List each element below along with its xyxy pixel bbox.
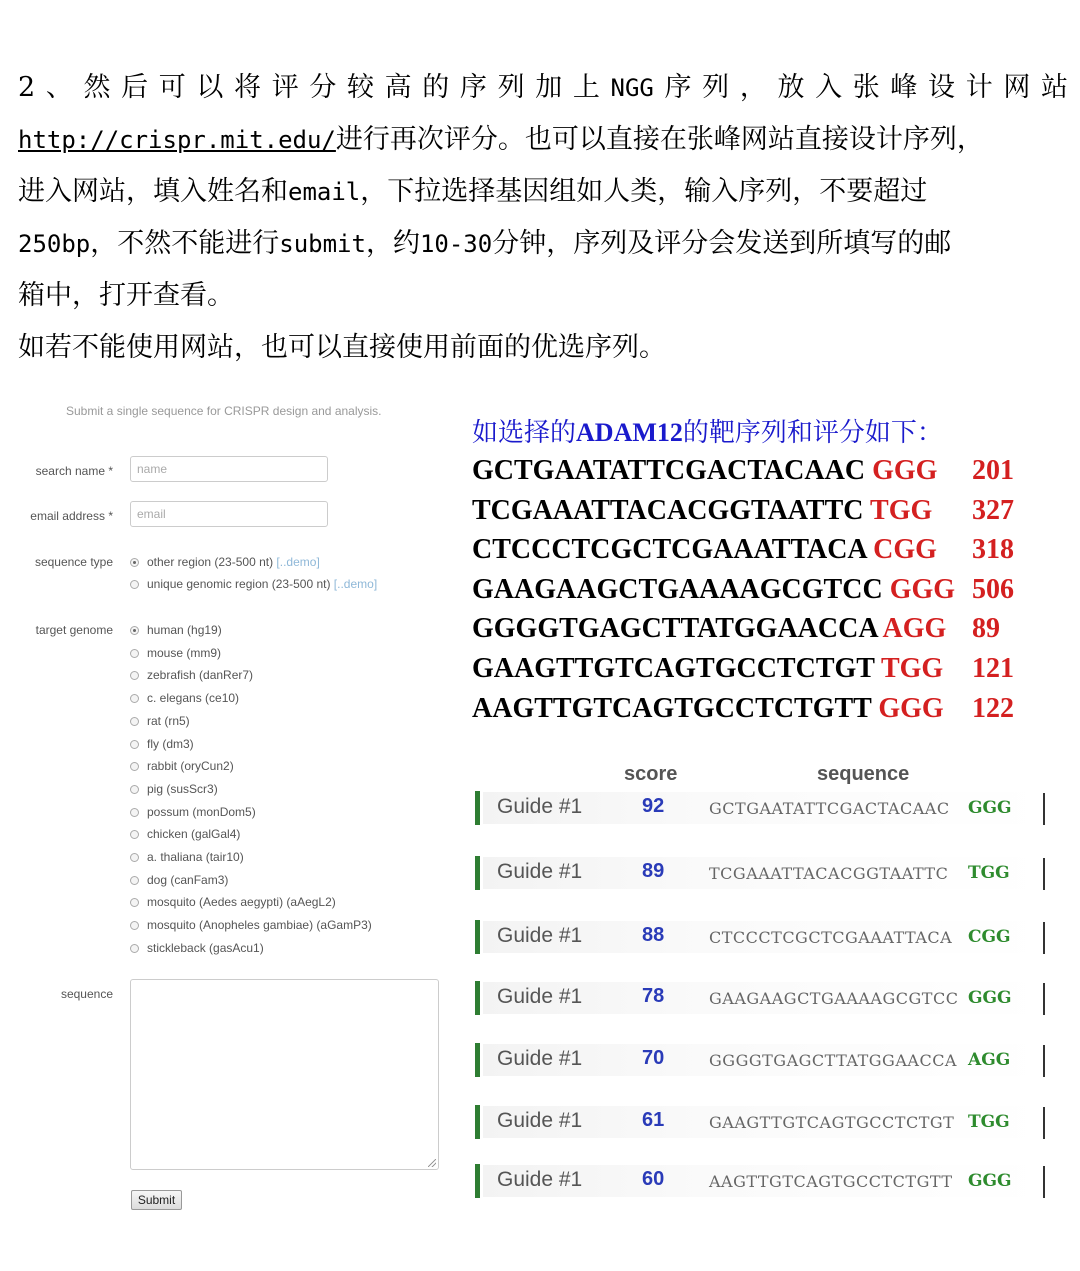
guide-score: 88	[642, 924, 665, 946]
guide-score: 78	[642, 985, 665, 1007]
genome-option[interactable]	[130, 646, 221, 660]
genome-label: zebrafish (danRer7)	[147, 668, 254, 683]
submit-word: submit	[279, 230, 366, 258]
genome-label: c. elegans (ce10)	[147, 691, 240, 706]
paragraph-text: 进入网站，填入姓名和	[18, 176, 288, 207]
guide-marker-bar	[475, 1164, 480, 1198]
target-row	[472, 451, 1014, 491]
genome-label: chicken (galGal4)	[147, 827, 241, 842]
guide-sequence: GAAGAAGCTGAAAAGCGTCC	[709, 989, 959, 1008]
guide-pam: TGG	[968, 1112, 1010, 1132]
radio-icon[interactable]	[130, 898, 139, 907]
guide-score: 92	[642, 795, 665, 817]
resize-handle-icon[interactable]	[428, 1159, 436, 1167]
row-edge-divider	[1043, 1045, 1045, 1077]
genome-option[interactable]	[130, 850, 244, 864]
genome-option[interactable]	[130, 759, 234, 773]
guide-marker-bar	[475, 981, 480, 1015]
row-edge-divider	[1043, 922, 1045, 954]
guide-row[interactable]	[475, 856, 1045, 890]
guide-sequence: AAGTTGTCAGTGCCTCTGTT	[709, 1172, 953, 1191]
pam-sequence: GGG	[878, 692, 944, 724]
radio-icon[interactable]	[130, 762, 139, 771]
genome-option[interactable]	[130, 827, 240, 841]
pam-sequence: TGG	[870, 494, 933, 526]
target-row	[472, 491, 1014, 531]
guide-row[interactable]	[475, 791, 1045, 825]
target-score: 122	[972, 692, 1014, 724]
guide-marker-bar	[475, 920, 480, 954]
radio-icon[interactable]	[130, 649, 139, 658]
guide-name: Guide #1	[497, 924, 583, 947]
guide-marker-bar	[475, 1105, 480, 1139]
radio-icon[interactable]	[130, 921, 139, 930]
guide-name: Guide #1	[497, 1168, 583, 1191]
guide-name: Guide #1	[497, 985, 583, 1008]
paragraph-text: 2、然后可以将评分较高的序列加上	[18, 72, 611, 103]
paragraph-line-5: 箱中，打开查看。	[18, 280, 234, 311]
option-label: unique genomic region (23-500 nt)	[147, 577, 331, 591]
genome-option[interactable]	[130, 805, 256, 819]
search-name-label: search name *	[35, 464, 113, 478]
demo-link[interactable]: [..demo]	[276, 555, 320, 569]
radio-selected-icon[interactable]	[130, 626, 139, 635]
guide-sequence: GAAGTTGTCAGTGCCTCTGT	[709, 1113, 955, 1132]
genome-label: pig (susScr3)	[147, 781, 218, 796]
target-score: 327	[972, 494, 1014, 526]
heading-text: 如选择的	[472, 418, 577, 448]
form-intro: Submit a single sequence for CRISPR design and analysis.	[66, 404, 382, 418]
guide-name: Guide #1	[497, 1109, 583, 1132]
genome-option[interactable]	[130, 941, 264, 955]
pam-sequence: GGG	[872, 455, 938, 486]
target-row	[472, 530, 1014, 570]
guide-row[interactable]	[475, 920, 1045, 954]
email-label: email address *	[30, 509, 113, 523]
row-edge-divider	[1043, 858, 1045, 890]
sequence-header: sequence	[817, 763, 910, 785]
target-genome-label: target genome	[35, 623, 113, 637]
guide-row[interactable]	[475, 1043, 1045, 1077]
genome-label: rabbit (oryCun2)	[147, 759, 234, 774]
target-row	[472, 609, 1000, 649]
target-sequence: GAAGTTGTCAGTGCCTCTGT	[472, 652, 875, 684]
pam-sequence: GGG	[889, 573, 956, 605]
genome-label: mouse (mm9)	[147, 645, 222, 660]
radio-icon[interactable]	[130, 671, 139, 680]
radio-icon[interactable]	[130, 808, 139, 817]
search-name-input[interactable]: name	[130, 456, 328, 482]
genome-option[interactable]	[130, 623, 222, 637]
demo-link[interactable]: [..demo]	[333, 577, 378, 591]
genome-label: possum (monDom5)	[147, 804, 256, 819]
paragraph-text: ，不然不能进行	[90, 228, 280, 259]
genome-option[interactable]	[130, 691, 239, 705]
paragraph-line-4	[18, 218, 1068, 270]
target-score: 318	[972, 534, 1014, 566]
genome-label: a. thaliana (tair10)	[147, 850, 244, 864]
genome-label: human (hg19)	[147, 623, 222, 637]
pam-sequence: TGG	[880, 652, 944, 684]
guide-marker-bar	[475, 1043, 480, 1077]
guide-name: Guide #1	[497, 860, 583, 883]
guide-pam: GGG	[968, 988, 1012, 1008]
pam-sequence: AGG	[882, 613, 947, 645]
guide-score: 61	[642, 1109, 665, 1131]
email-word: email	[288, 178, 361, 206]
time-range: 10-30	[419, 230, 493, 258]
paragraph-text: ，约	[365, 228, 420, 259]
radio-icon[interactable]	[130, 944, 139, 953]
target-sequence-list	[472, 451, 1014, 728]
length-limit: 250bp	[18, 230, 91, 258]
genome-option[interactable]	[130, 668, 253, 682]
paragraph-text: ，下拉选择基因组如人类，输入序列，不要超过	[360, 176, 928, 207]
target-score: 506	[972, 573, 1014, 605]
target-sequence: TCGAAATTACACGGTAATTC	[472, 494, 864, 526]
target-sequence: CTCCCTCGCTCGAAATTACA	[472, 534, 867, 566]
genome-option[interactable]	[130, 873, 228, 887]
genome-label: stickleback (gasAcu1)	[147, 940, 264, 955]
guide-pam: CGG	[968, 927, 1011, 947]
target-row	[472, 570, 1014, 610]
target-sequence: GCTGAATATTCGACTACAAC	[472, 455, 866, 486]
guide-sequence: CTCCCTCGCTCGAAATTACA	[709, 928, 953, 947]
ngg-text: NGG	[610, 74, 654, 102]
target-sequence: GGGGTGAGCTTATGGAACCA	[472, 613, 878, 645]
genome-option[interactable]	[130, 895, 336, 909]
guide-marker-bar	[475, 856, 480, 890]
paragraph-line-2	[18, 114, 1068, 166]
radio-icon[interactable]	[130, 785, 139, 794]
radio-selected-icon[interactable]	[130, 558, 139, 567]
genome-label: mosquito (Anopheles gambiae) (aGamP3)	[147, 918, 372, 933]
row-edge-divider	[1043, 1166, 1045, 1198]
target-row	[472, 649, 1014, 689]
paragraph-line-3	[18, 166, 1068, 218]
target-score: 121	[972, 652, 1014, 684]
sequence-textarea[interactable]	[130, 979, 439, 1170]
guide-pam: GGG	[968, 798, 1012, 818]
submit-button[interactable]: Submit	[131, 1190, 182, 1210]
guide-sequence: GCTGAATATTCGACTACAAC	[709, 799, 950, 818]
sequence-type-option[interactable]	[130, 577, 377, 591]
row-edge-divider	[1043, 1107, 1045, 1139]
guide-row[interactable]	[475, 981, 1045, 1015]
guide-sequence: TCGAAATTACACGGTAATTC	[709, 864, 949, 883]
guide-sequence: GGGGTGAGCTTATGGAACCA	[709, 1051, 957, 1070]
option-label: other region (23-500 nt)	[147, 555, 274, 569]
genome-option[interactable]	[130, 737, 194, 751]
target-sequence: AAGTTGTCAGTGCCTCTGTT	[472, 692, 872, 724]
genome-option[interactable]	[130, 782, 218, 796]
paragraph-text: 序列，放入张峰设计网站	[653, 72, 1069, 103]
row-edge-divider	[1043, 983, 1045, 1015]
target-score: 89	[972, 613, 1000, 645]
row-edge-divider	[1043, 793, 1045, 825]
guide-marker-bar	[475, 791, 480, 825]
radio-icon[interactable]	[130, 717, 139, 726]
guide-pam: TGG	[968, 863, 1010, 883]
genome-label: rat (rn5)	[147, 713, 190, 728]
paragraph-text: 分钟，序列及评分会发送到所填写的邮	[492, 228, 952, 259]
sequence-type-label: sequence type	[34, 555, 113, 569]
crispr-site-link[interactable]: http://crispr.mit.edu/	[18, 126, 336, 154]
guide-row[interactable]	[475, 1105, 1045, 1139]
instruction-paragraph	[18, 62, 1068, 374]
gene-name: ADAM12	[576, 418, 683, 447]
genome-label: dog (canFam3)	[147, 872, 229, 887]
email-input[interactable]: email	[130, 501, 328, 527]
radio-icon[interactable]	[130, 853, 139, 862]
target-score: 201	[972, 455, 1014, 486]
sequence-label: sequence	[60, 987, 113, 1001]
score-header: score	[624, 763, 678, 785]
guide-name: Guide #1	[497, 1047, 583, 1070]
radio-icon[interactable]	[130, 580, 139, 589]
radio-icon[interactable]	[130, 694, 139, 703]
genome-label: fly (dm3)	[147, 736, 194, 751]
guide-pam: GGG	[968, 1171, 1012, 1191]
target-sequence: GAAGAAGCTGAAAAGCGTCC	[472, 573, 883, 605]
guide-row[interactable]	[475, 1164, 1045, 1198]
results-heading	[472, 412, 943, 449]
guide-pam: AGG	[968, 1050, 1011, 1070]
genome-label: mosquito (Aedes aegypti) (aAegL2)	[147, 895, 336, 910]
guide-score: 89	[642, 860, 665, 882]
guide-score: 60	[642, 1168, 665, 1190]
sequence-type-option[interactable]	[130, 555, 320, 569]
paragraph-text: 进行再次评分。也可以直接在张峰网站直接设计序列，	[335, 124, 984, 155]
radio-icon[interactable]	[130, 876, 139, 885]
radio-icon[interactable]	[130, 830, 139, 839]
guide-name: Guide #1	[497, 795, 583, 818]
paragraph-line-6: 如若不能使用网站，也可以直接使用前面的优选序列。	[18, 332, 666, 363]
heading-text: 的靶序列和评分如下：	[682, 418, 943, 448]
guide-score: 70	[642, 1047, 665, 1069]
genome-option[interactable]	[130, 714, 190, 728]
paragraph-line-1	[18, 62, 1068, 114]
radio-icon[interactable]	[130, 740, 139, 749]
target-row	[472, 689, 1014, 729]
genome-option[interactable]	[130, 918, 372, 932]
pam-sequence: CGG	[873, 534, 937, 566]
